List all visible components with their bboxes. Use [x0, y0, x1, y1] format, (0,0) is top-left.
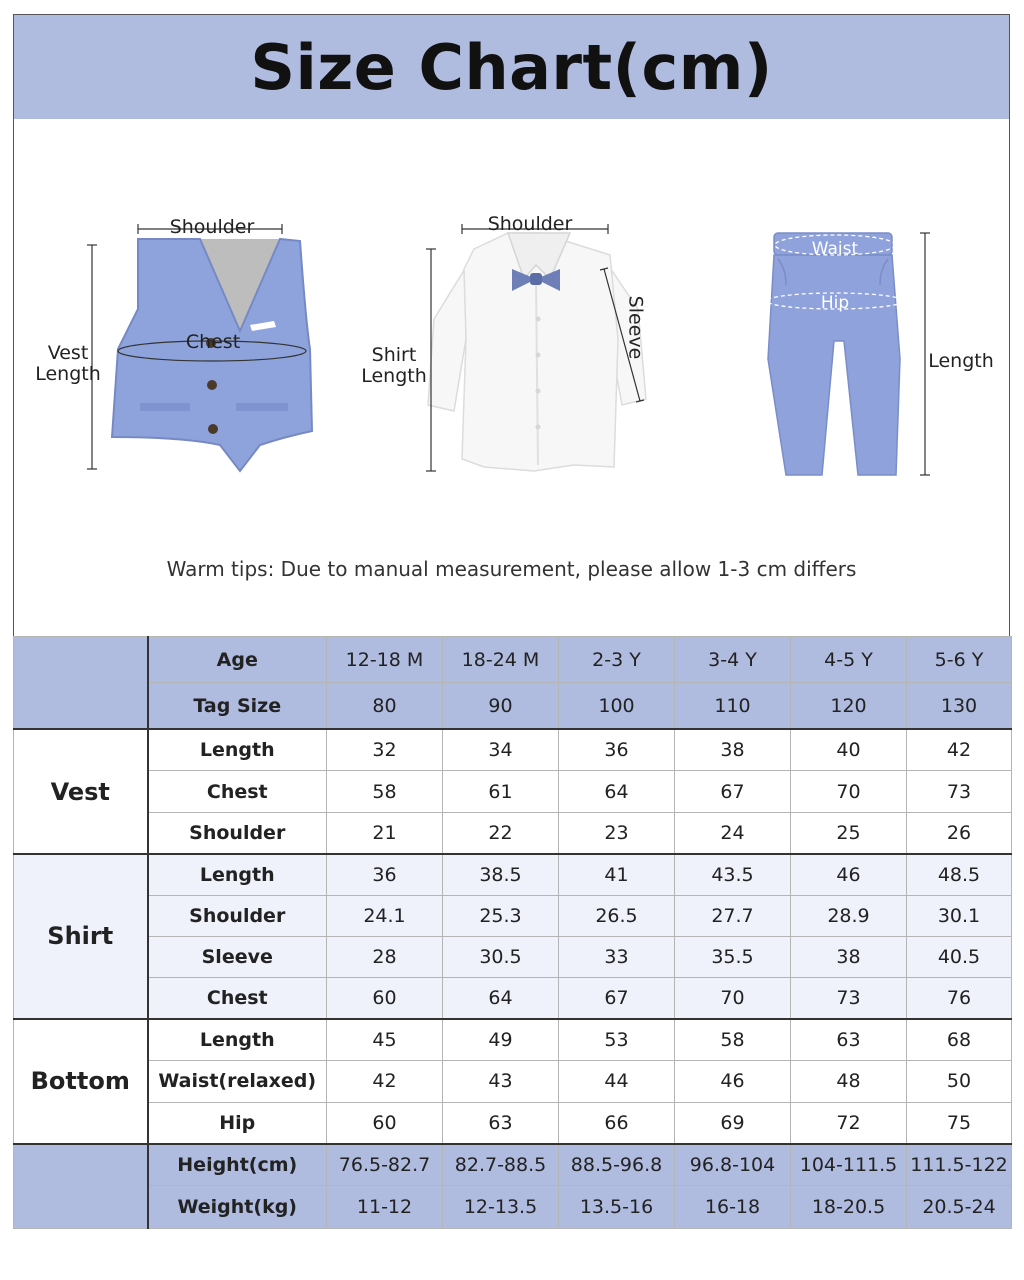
- row-label: Height(cm): [148, 1144, 327, 1186]
- table-cell: 22: [443, 812, 559, 853]
- table-row: [14, 936, 1012, 977]
- table-row: [14, 1102, 1012, 1143]
- size-chart-frame: [13, 14, 1010, 1228]
- table-row: [14, 1061, 1012, 1102]
- table-cell: 46: [675, 1061, 791, 1102]
- table-cell: 82.7-88.5: [443, 1144, 559, 1186]
- shirt-length-label: [354, 345, 434, 387]
- table-cell: 70: [675, 978, 791, 1019]
- table-cell: 41: [559, 854, 675, 895]
- table-cell: 53: [559, 1019, 675, 1060]
- pants-waist-label: Waist: [811, 239, 859, 259]
- row-label: Length: [148, 1019, 327, 1060]
- shirt-sleeve-label: Sleeve: [624, 295, 647, 360]
- shirt-length-line1: Shirt: [371, 344, 417, 366]
- table-cell: 3-4 Y: [675, 637, 791, 683]
- table-cell: 130: [907, 683, 1012, 729]
- table-cell: 24: [675, 812, 791, 853]
- table-cell: 36: [559, 729, 675, 770]
- vest-shoulder-label: Shoulder: [169, 216, 255, 238]
- size-table: [13, 636, 1012, 1229]
- table-cell: 12-13.5: [443, 1186, 559, 1229]
- table-cell: 46: [791, 854, 907, 895]
- table-cell: 67: [559, 978, 675, 1019]
- table-cell: 100: [559, 683, 675, 729]
- table-cell: 35.5: [675, 936, 791, 977]
- row-label: Weight(kg): [148, 1186, 327, 1229]
- table-cell: 64: [559, 771, 675, 812]
- table-cell: 45: [327, 1019, 443, 1060]
- table-cell: 30.1: [907, 895, 1012, 936]
- row-label: Chest: [148, 978, 327, 1019]
- table-cell: 25: [791, 812, 907, 853]
- table-row: [14, 1144, 1012, 1186]
- table-cell: 63: [443, 1102, 559, 1143]
- table-cell: 43.5: [675, 854, 791, 895]
- table-cell: 24.1: [327, 895, 443, 936]
- row-label: Hip: [148, 1102, 327, 1143]
- table-cell: 61: [443, 771, 559, 812]
- garment-illustrations: [14, 119, 1009, 635]
- table-cell: 18-24 M: [443, 637, 559, 683]
- table-cell: 80: [327, 683, 443, 729]
- row-label: Length: [148, 854, 327, 895]
- row-label: Chest: [148, 771, 327, 812]
- table-cell: 44: [559, 1061, 675, 1102]
- warm-tips: Warm tips: Due to manual measurement, please allow 1-3 cm differs: [166, 557, 857, 581]
- table-cell: 33: [559, 936, 675, 977]
- row-label: Shoulder: [148, 812, 327, 853]
- vest-chest-label: Chest: [185, 331, 241, 353]
- table-cell: 60: [327, 1102, 443, 1143]
- table-cell: 38.5: [443, 854, 559, 895]
- table-cell: 26.5: [559, 895, 675, 936]
- table-row: [14, 683, 1012, 729]
- vest-length-line1: Vest: [47, 342, 89, 364]
- table-cell: 16-18: [675, 1186, 791, 1229]
- group-label-shirt: Shirt: [14, 854, 148, 1020]
- table-cell: 30.5: [443, 936, 559, 977]
- table-cell: 42: [907, 729, 1012, 770]
- table-cell: 27.7: [675, 895, 791, 936]
- table-cell: 69: [675, 1102, 791, 1143]
- table-cell: 40: [791, 729, 907, 770]
- row-label: Sleeve: [148, 936, 327, 977]
- table-cell: 5-6 Y: [907, 637, 1012, 683]
- table-cell: 32: [327, 729, 443, 770]
- header-blank-cell: [14, 637, 148, 730]
- table-cell: 28.9: [791, 895, 907, 936]
- pants-length-label: Length: [928, 350, 994, 372]
- table-cell: 38: [675, 729, 791, 770]
- table-cell: 36: [327, 854, 443, 895]
- table-cell: 63: [791, 1019, 907, 1060]
- vest-length-label: [28, 343, 108, 385]
- table-cell: 2-3 Y: [559, 637, 675, 683]
- table-cell: 42: [327, 1061, 443, 1102]
- table-cell: 48.5: [907, 854, 1012, 895]
- page-title: Size Chart(cm): [250, 30, 773, 104]
- table-row: [14, 637, 1012, 683]
- table-cell: 72: [791, 1102, 907, 1143]
- table-cell: 67: [675, 771, 791, 812]
- shirt-shoulder-label: Shoulder: [487, 213, 573, 235]
- table-cell: 58: [675, 1019, 791, 1060]
- vest-length-line2: Length: [35, 363, 101, 385]
- table-row: [14, 771, 1012, 812]
- table-row: [14, 895, 1012, 936]
- table-row: [14, 729, 1012, 770]
- table-cell: 110: [675, 683, 791, 729]
- row-label: Shoulder: [148, 895, 327, 936]
- table-cell: 111.5-122: [907, 1144, 1012, 1186]
- row-label: Waist(relaxed): [148, 1061, 327, 1102]
- row-label: Age: [148, 637, 327, 683]
- table-cell: 43: [443, 1061, 559, 1102]
- table-cell: 73: [907, 771, 1012, 812]
- shirt-length-line2: Length: [361, 365, 427, 387]
- row-label: Tag Size: [148, 683, 327, 729]
- table-cell: 34: [443, 729, 559, 770]
- table-cell: 64: [443, 978, 559, 1019]
- table-cell: 13.5-16: [559, 1186, 675, 1229]
- table-row: [14, 812, 1012, 853]
- table-row: [14, 978, 1012, 1019]
- table-cell: 68: [907, 1019, 1012, 1060]
- table-cell: 70: [791, 771, 907, 812]
- table-cell: 49: [443, 1019, 559, 1060]
- table-cell: 96.8-104: [675, 1144, 791, 1186]
- title-bar: [14, 15, 1009, 119]
- table-cell: 120: [791, 683, 907, 729]
- table-cell: 21: [327, 812, 443, 853]
- table-cell: 88.5-96.8: [559, 1144, 675, 1186]
- table-cell: 58: [327, 771, 443, 812]
- table-cell: 40.5: [907, 936, 1012, 977]
- table-cell: 76: [907, 978, 1012, 1019]
- footer-blank-cell: [14, 1144, 148, 1229]
- size-table-body: [14, 637, 1012, 1229]
- table-cell: 90: [443, 683, 559, 729]
- table-cell: 104-111.5: [791, 1144, 907, 1186]
- table-cell: 11-12: [327, 1186, 443, 1229]
- table-cell: 28: [327, 936, 443, 977]
- pants-image: [767, 233, 930, 475]
- table-cell: 26: [907, 812, 1012, 853]
- table-cell: 23: [559, 812, 675, 853]
- shirt-image: [426, 224, 646, 471]
- pants-hip-label: Hip: [820, 293, 850, 313]
- table-cell: 4-5 Y: [791, 637, 907, 683]
- table-cell: 48: [791, 1061, 907, 1102]
- table-cell: 75: [907, 1102, 1012, 1143]
- table-cell: 18-20.5: [791, 1186, 907, 1229]
- table-row: [14, 854, 1012, 895]
- table-cell: 50: [907, 1061, 1012, 1102]
- group-label-bottom: Bottom: [14, 1019, 148, 1143]
- table-cell: 20.5-24: [907, 1186, 1012, 1229]
- table-cell: 25.3: [443, 895, 559, 936]
- group-label-vest: Vest: [14, 729, 148, 853]
- row-label: Length: [148, 729, 327, 770]
- table-cell: 73: [791, 978, 907, 1019]
- table-row: [14, 1186, 1012, 1229]
- table-cell: 66: [559, 1102, 675, 1143]
- table-cell: 60: [327, 978, 443, 1019]
- table-cell: 12-18 M: [327, 637, 443, 683]
- table-row: [14, 1019, 1012, 1060]
- table-cell: 76.5-82.7: [327, 1144, 443, 1186]
- table-cell: 38: [791, 936, 907, 977]
